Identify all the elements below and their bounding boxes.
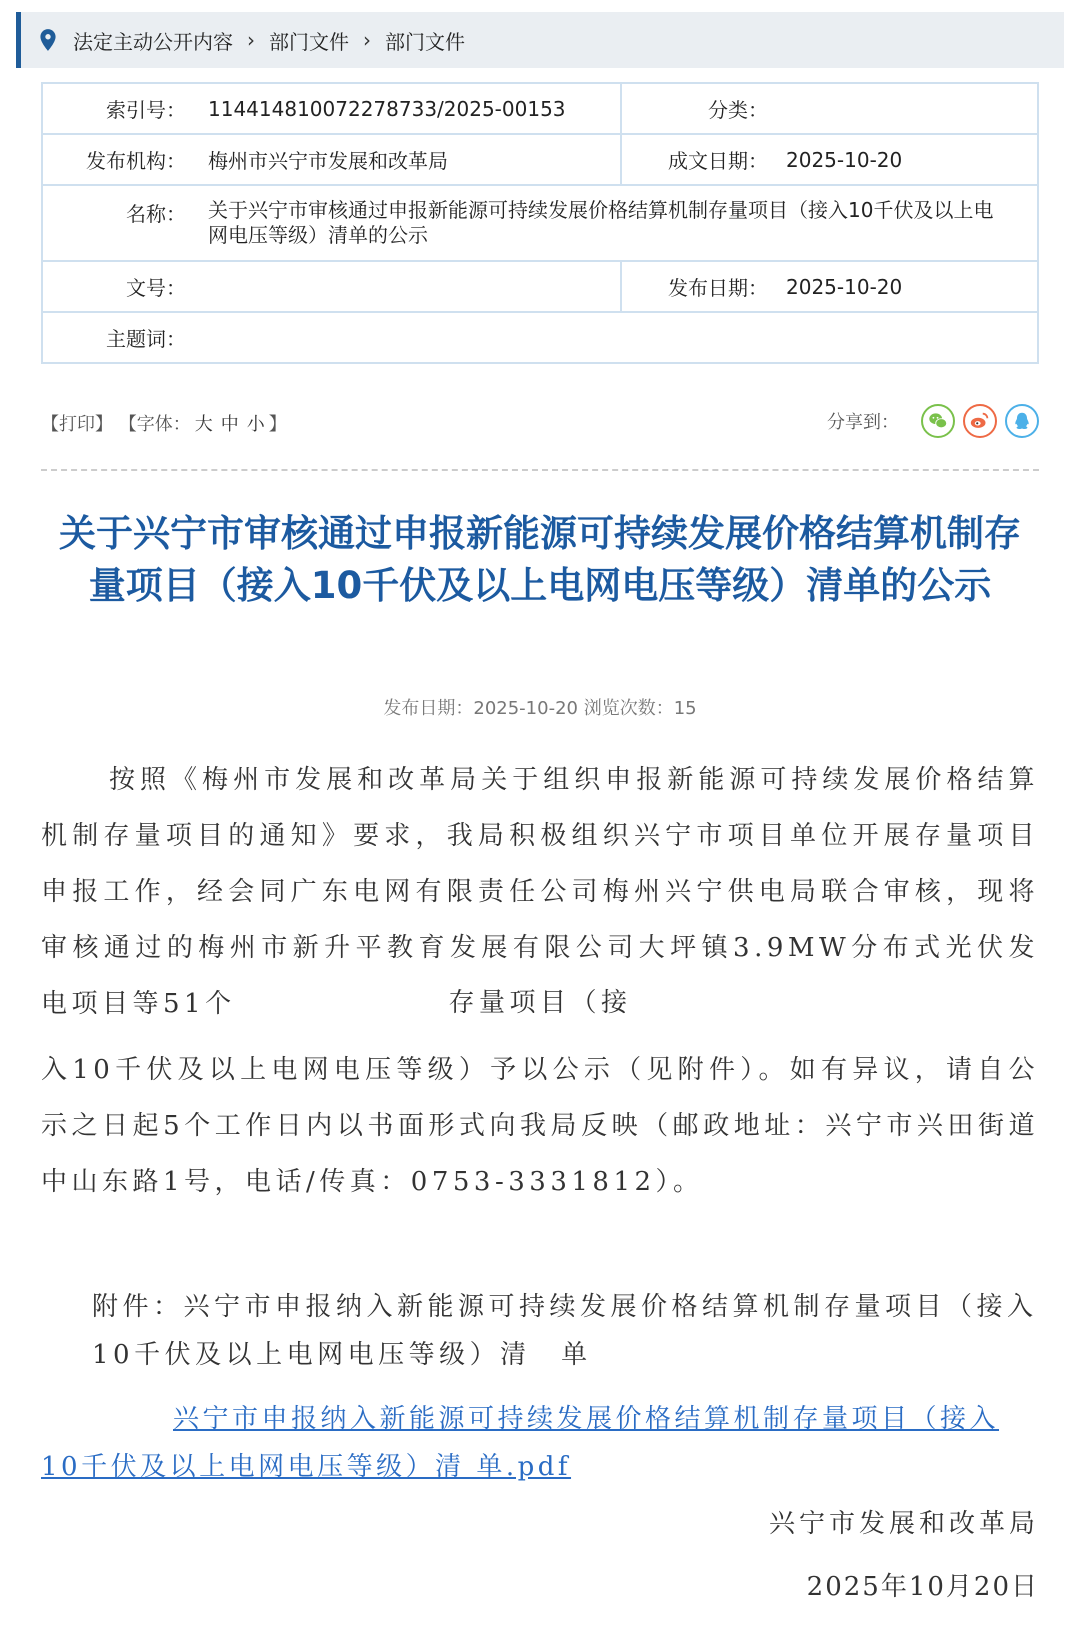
font-medium-button[interactable]: 中 xyxy=(220,414,239,435)
breadcrumb-item-public-content[interactable]: 法定主动公开内容 xyxy=(73,29,233,54)
name-value: 关于兴宁市审核通过申报新能源可持续发展价格结算机制存量项目（接入10千伏及以上电网电压等级）清单的公示 xyxy=(202,185,1038,261)
index-label: 索引号： xyxy=(42,83,202,134)
publisher-label: 发布机构： xyxy=(42,134,202,185)
publish-date-label: 发布日期： xyxy=(621,261,786,312)
qq-share-button[interactable] xyxy=(1005,404,1039,438)
keywords-label: 主题词： xyxy=(42,312,202,363)
wechat-share-button[interactable] xyxy=(921,404,955,438)
paragraph-2: 入10千伏及以上电网电压等级）予以公示（见附件）。如有异议，请自公示之日起5个工作日内以书面形式向我局反映（邮政地址：兴宁市兴田街道中山东路1号，电话/传真：0753-3331812）。 xyxy=(41,1055,1039,1197)
document-meta-table xyxy=(41,82,1039,364)
category-label: 分类： xyxy=(621,83,786,134)
wechat-icon xyxy=(927,410,949,432)
font-large-button[interactable]: 大 xyxy=(194,414,213,435)
doc-number-label: 文号： xyxy=(42,261,202,312)
font-small-button[interactable]: 小 xyxy=(246,414,265,435)
print-button[interactable]: 【打印】 xyxy=(41,414,113,435)
paragraph-1: 按照《梅州市发展和改革局关于组织申报新能源可持续发展价格结算机制存量项目的通知》要求，我局积极组织兴宁市项目单位开展存量项目申报工作，经会同广东电网有限责任公司梅州兴宁供电局联合审核，现将审核通过的梅州市新升平教育发展有限公司大坪镇3.9MW分布式光伏发电项目等51个 xyxy=(41,765,1039,1019)
publish-date-value: 2025-10-20 xyxy=(786,261,1038,312)
chevron-right-icon: › xyxy=(247,28,255,52)
keywords-value xyxy=(202,312,1038,363)
share-label: 分享到： xyxy=(827,412,899,433)
doc-number-value xyxy=(202,261,621,312)
weibo-icon xyxy=(969,410,991,432)
chevron-right-icon: › xyxy=(363,28,371,52)
name-label: 名称： xyxy=(42,185,202,261)
paragraph-1-tail: 存量项目（接 xyxy=(448,988,632,1018)
attachment-link-wrapper xyxy=(41,1395,1039,1491)
created-date-value: 2025-10-20 xyxy=(786,134,1038,185)
publisher-value: 梅州市兴宁市发展和改革局 xyxy=(202,134,621,185)
created-date-label: 成文日期： xyxy=(621,134,786,185)
breadcrumb-item-dept-files-current[interactable]: 部门文件 xyxy=(385,29,465,54)
attachment-pdf-link[interactable]: 兴宁市申报纳入新能源可持续发展价格结算机制存量项目（接入10千伏及以上电网电压等级）清 单.pdf xyxy=(41,1404,1000,1482)
article-toolbar xyxy=(41,404,1039,440)
location-pin-icon xyxy=(35,27,61,53)
breadcrumb-item-dept-files[interactable]: 部门文件 xyxy=(269,29,349,54)
signature: 兴宁市发展和改革局 xyxy=(768,1509,1039,1539)
breadcrumb xyxy=(16,12,1064,68)
signature-date: 2025年10月20日 xyxy=(806,1572,1039,1602)
category-value xyxy=(786,83,1038,134)
publish-info: 发布日期：2025-10-20 浏览次数：15 xyxy=(383,698,697,719)
index-value: 114414810072278733/2025-00153 xyxy=(202,83,621,134)
weibo-share-button[interactable] xyxy=(963,404,997,438)
attachment-note: 附件：兴宁市申报纳入新能源可持续发展价格结算机制存量项目（接入10千伏及以上电网电压等级）清 单 xyxy=(92,1292,1038,1370)
font-size-suffix: 】 xyxy=(268,414,287,435)
article-title: 关于兴宁市审核通过申报新能源可持续发展价格结算机制存量项目（接入10千伏及以上电网电压等级）清单的公示 xyxy=(59,512,1021,607)
divider xyxy=(41,469,1039,471)
qq-icon xyxy=(1011,410,1033,432)
font-size-prefix: 【字体： xyxy=(118,414,191,435)
